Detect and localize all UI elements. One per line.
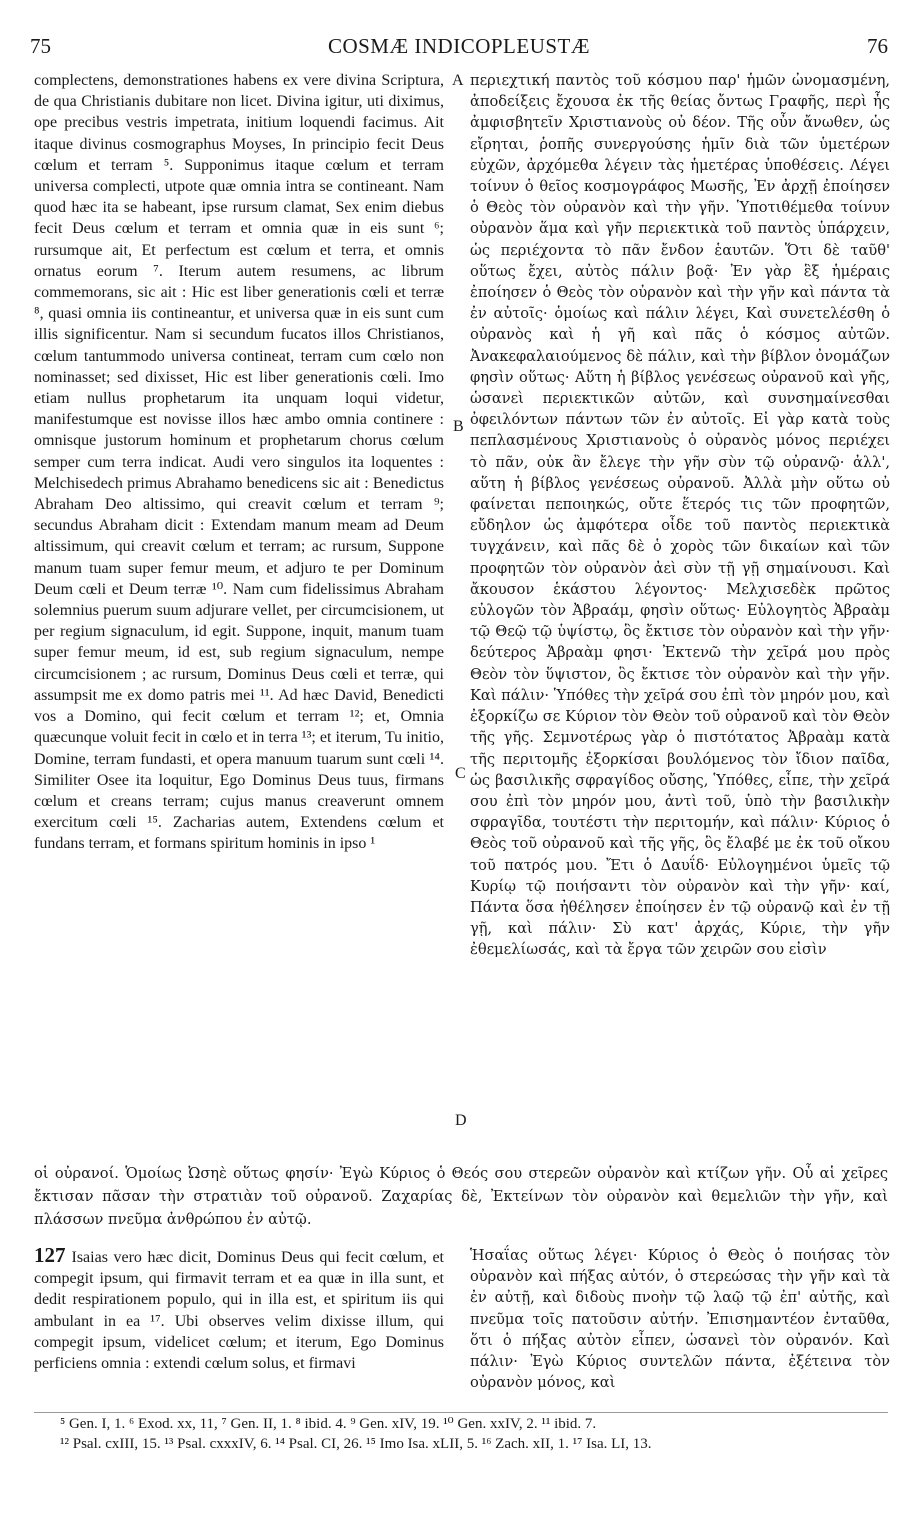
- latin-paragraph: complectens, demonstrationes habens ex vere divina Scriptura, de qua Christianis dubitare non licet. Divina igitur, uti diximus, ope precibus vestris impetrata, initium loquendi facimus. Ait itaque divinus cosmographus Moyses, In principio fecit Deus cœlum et terram ⁵. Supponimus itaque cœlum et terram universa complecti, utpote quæ omnia intra se contineant. Nam quod hæc ita se habeant, ipse rursum clamat, Sex enim diebus fecit Deus cœlum et terram et omnia quæ in eis sunt ⁶; rursumque ait, Et perfectum est cœlum et terra, et omnis ornatus eorum ⁷. Iterum autem resumens, ac librum commemorans, sic ait : Hic est liber generationis cœli et terræ ⁸, quasi omnia iis contineantur, et universa quæ in eis sunt cum illis significentur. Nam si secundum fucatos illos Christianos, cœlum tantummodo universa contineat, terram cum cœlo non nominasset; sed dixisset, Hic est liber generationis cœli. Imo etiam nullus prophetarum ita unquam loqui videtur, manifestumque est novisse illos hæc ambo omnia continere : omnisque justorum hominum et prophetarum chorus cœlum semper cum terra indicat. Audi vero singulos ita loquentes : Melchisedech primus Abrahamo benedicens sic ait : Benedictus Abraham Deo altissimo, qui creavit cœlum et terram ⁹; secundus Abraham dicit : Extendam manum meam ad Deum altissimum, qui creavit cœlum et terram; ac rursum, Suppone manum tuam super femur meum, et adjuro te per Dominum Deum cœli et Deum terræ ¹⁰. Nam cum fidelissimus Abraham solemnius puerum suum adjurare vellet, per circumcisionem, ut per regium signaculum, id egit. Suppone, inquit, manum tuam super femur meum, id est, sub regium signaculum, nempe circumcisionem ; ac rursum, Dominus Deus cœli et terræ, qui assumpsit me ex domo patris mei ¹¹. Ad hæc David, Benedicti vos a Domino, qui fecit cœlum et terram ¹²; et, Omnia quæcunque voluit fecit in cœlo et in terra ¹³; et iterum, Tu initio, Domine, terram fundasti, et opera manuum tuarum sunt cœli ¹⁴. Similiter Osee ita loquitur, Ego Dominus Deus tuus, firmans cœlum et creans terram; cujus manus creaverunt omnem exercitum cœli ¹⁵. Zacharias autem, Extendens cœlum et fundans terram, et formans spiritum hominis in ipso ¹: [34, 72, 444, 853]
- greek-full-width-line: οἱ οὐρανοί. Ὁμοίως Ὠσηὲ οὕτως φησίν· Ἐγὼ Κύριος ὁ Θεός σου στερεῶν οὐρανὸν καὶ κτίζων γῆν. Οὗ αἱ χεῖρες ἔκτισαν πᾶσαν τὴν στρατιὰν τοῦ οὐρανοῦ. Ζαχαρίας δὲ, Ἐκτείνων τὸν οὐρανὸν καὶ θεμελιῶν τὴν γῆν, καὶ πλάσσων πνεῦμα ἀνθρώπου ἐν αὐτῷ.: [34, 1165, 888, 1228]
- page-number-right: 76: [867, 34, 888, 58]
- latin-paragraph-bottom: Isaias vero hæc dicit, Dominus Deus qui fecit cœlum, et compegit ipsum, qui firmavit terram et ea quæ in illa sunt, et dedit respirationem populo, qui in illa est, et spiritum iis qui ambulant in ea ¹⁷. Ubi observes velim dixisse illum, qui compegit ipsum, videlicet cœlum; et iterum, Ego Dominus perficiens omnia : extendi cœlum solus, et firmavi: [34, 1249, 444, 1373]
- footnote-line: ⁵ Gen. I, 1. ⁶ Exod. xx, 11, ⁷ Gen. II, 1. ⁸ ibid. 4. ⁹ Gen. xIV, 19. ¹⁰ Gen. xxIV, 2. ¹¹ ibid. 7.: [60, 1416, 597, 1432]
- running-title: COSMÆ INDICOPLEUSTÆ: [327, 34, 591, 58]
- latin-column-bottom: [34, 1245, 444, 1405]
- margin-letter-a: A: [452, 72, 464, 89]
- latin-column-top: [34, 70, 444, 1160]
- greek-column-bottom: [470, 1245, 890, 1405]
- footnotes: [60, 1414, 888, 1454]
- greek-paragraph: περιεχτική παντὸς τοῦ κόσμου παρ' ἡμῶν ὠνομασμένη, ἀποδείξεις ἔχουσα ἐκ τῆς θείας ὄντως Γραφῆς, περὶ ἧς ἀμφισβητεῖν Χριστιανοὺς οὐ δέον. Τῆς οὖν ἄνωθεν, ὡς εἴρηται, ῥοπῆς συνεργούσης ἡμῖν διὰ τῶν ὑμετέρων εὐχῶν, ἀρχόμεθα λέγειν τὰς ἡμετέρας ὑποθέσεις. Λέγει τοίνυν ὁ θεῖος κοσμογράφος Μωσῆς, Ἐν ἀρχῇ ἐποίησεν ὁ Θεὸς τὸν οὐρανὸν καὶ τὴν γῆν. Ὑποτιθέμεθα τοίνυν οὐρανὸν ἅμα καὶ γῆν περιεκτικὰ τοῦ παντὸς ὑπάρχειν, ὡς περιέχοντα τὸ πᾶν ἔνδον ἑαυτῶν. Ὅτι δὲ ταῦθ' οὕτως ἔχει, αὐτὸς πάλιν βοᾷ· Ἐν γὰρ ἓξ ἡμέραις ἐποίησεν ὁ Θεὸς τὸν οὐρανὸν καὶ τὴν γῆν καὶ πάντα τὰ ἐν αὐτοῖς· ὁμοίως καὶ πάλιν λέγει, Καὶ συνετελέσθη ὁ οὐρανὸς καὶ ἡ γῆ καὶ πᾶς ὁ κόσμος αὐτῶν. Ἀνακεφαλαιούμενος δὲ πάλιν, καὶ τὴν βίβλον ὀνομάζων φησὶν οὕτως· Αὕτη ἡ βίβλος γενέσεως οὐρανοῦ καὶ γῆς, ὡσανεὶ περιεκτικῶν αὐτῶν, καὶ συνσημαίνεσθαι ὀφειλόντων πάντων τῶν ἐν αὐτοῖς. Εἰ γὰρ κατὰ τοὺς πεπλασμένους Χριστιανοὺς ὁ οὐρανὸς μόνος περιέχει τὸ πᾶν, οὐκ ἂν ἔλεγε τὴν γῆν σὺν τῷ οὐρανῷ· ἀλλ', αὕτη ἡ βίβλος γενέσεως οὐρανοῦ. Ἀλλὰ μὴν οὕτω οὐ φαίνεται πεποιηκώς, οὔτε ἕτερός τις τῶν προφητῶν, εὔδηλον ὡς ἀμφότερα οἶδε τοῦ παντὸς περιεκτικὰ τυγχάνειν, καὶ πᾶς δὲ ὁ χορὸς τῶν δικαίων καὶ τῶν προφητῶν τὸν οὐρανὸν ἀεὶ σὺν τῇ γῇ σημαίνουσι. Καὶ ἄκουσον ἑκάστου λέγοντος· Μελχισεδὲκ πρῶτος εὐλογῶν τὸν Ἀβραάμ, φησὶν οὕτως· Εὐλογητὸς Ἀβραὰμ τῷ Θεῷ τῷ ὑψίστῳ, ὃς ἔκτισε τὸν οὐρανὸν καὶ τὴν γῆν· δεύτερος Ἀβραὰμ φησι· Ἐκτενῶ τὴν χεῖρά μου πρὸς Θεὸν τὸν ὕψιστον, ὃς ἔκτισε τὸν οὐρανὸν καὶ τὴν γῆν. Καὶ πάλιν· Ὑπόθες τὴν χεῖρά σου ἐπὶ τὸν μηρόν μου, καὶ ἐξορκίζω σε Κύριον τὸν Θεὸν τοῦ οὐρανοῦ καὶ τὸν Θεὸν τῆς γῆς. Σεμνοτέρως γὰρ ὁ πιστότατος Ἀβραὰμ κατὰ τῆς περιτομῆς ἐξορκίσαι βουλόμενος τὸν ἴδιον παῖδα, ὡς βασιλικῆς σφραγίδος οὔσης, Ὑπόθες, εἶπε, τὴν χεῖρά σου ἐπὶ τὸν μηρόν μου, ἀντὶ τοῦ, ὑπὸ τὴν βασιλικὴν σφραγῖδα, τουτέστι τὴν περιτομήν, καὶ πάλιν· Κύριος ὁ Θεὸς τοῦ οὐρανοῦ καὶ τῆς γῆς, ὃς ἔλαβέ με ἐκ τοῦ οἴκου τοῦ πατρός μου. Ἔτι ὁ Δαυΐδ· Εὐλογημένοι ὑμεῖς τῷ Κυρίῳ τῷ ποιήσαντι τὸν οὐρανὸν καὶ τὴν γῆν· καί, Πάντα ὅσα ἠθέλησεν ἐποίησεν ἐν τῷ οὐρανῷ καὶ ἐν τῇ γῇ, καὶ πάλιν· Σὺ κατ' ἀρχάς, Κύριε, τὴν γῆν ἐθεμελίωσάς, καὶ τὰ ἔργα τῶν χειρῶν σου εἰσὶν: [470, 72, 890, 959]
- page-number-left: 75: [30, 34, 51, 58]
- greek-column-top: [470, 70, 890, 1160]
- section-number: 127: [34, 1245, 66, 1267]
- margin-letter-b: B: [453, 418, 464, 435]
- footnote-rule: [34, 1412, 888, 1413]
- margin-letter-c: C: [455, 765, 466, 782]
- footnote-line: ¹² Psal. cxIII, 15. ¹³ Psal. cxxxIV, 6. ¹⁴ Psal. CI, 26. ¹⁵ Imo Isa. xLII, 5. ¹⁶ Zach. xII, 1. ¹⁷ Isa. LI, 13.: [60, 1436, 652, 1452]
- greek-paragraph-bottom: Ἡσαΐας οὕτως λέγει· Κύριος ὁ Θεὸς ὁ ποιήσας τὸν οὐρανὸν καὶ πήξας αὐτόν, ὁ στερεώσας τὴν γῆν καὶ τὰ ἐν αὐτῇ, καὶ διδοὺς πνοὴν τῷ λαῷ τῷ ἐπ' αὐτῆς, καὶ πνεῦμα τοῖς πατοῦσιν αὐτήν. Ἐπισημαντέον ἐνταῦθα, ὅτι ὁ πήξας αὐτὸν εἶπεν, ὡσανεὶ τὸν οὐρανόν. Καὶ πάλιν· Ἐγὼ Κύριος συντελῶν πάντα, ἐξέτεινα τὸν οὐρανὸν μόνος, καὶ: [470, 1247, 890, 1392]
- running-header: [30, 34, 888, 64]
- margin-letter-d: D: [455, 1112, 467, 1129]
